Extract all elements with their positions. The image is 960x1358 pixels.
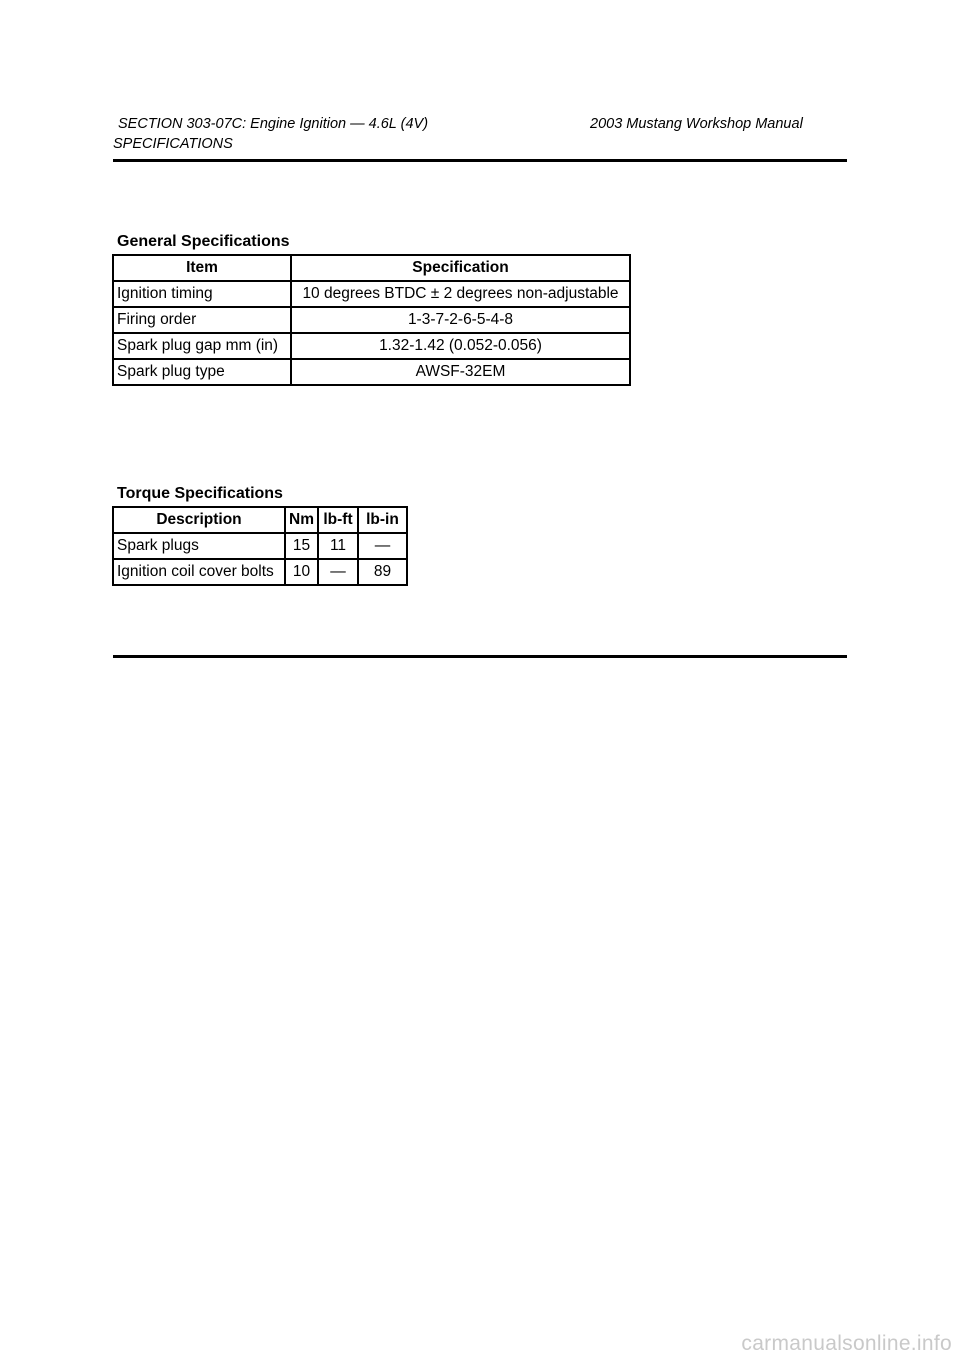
torque-nm: 15 — [285, 533, 318, 559]
table-row — [113, 533, 407, 559]
spec-value: 1-3-7-2-6-5-4-8 — [291, 307, 630, 333]
header-divider — [113, 159, 847, 162]
section-title: SECTION 303-07C: Engine Ignition — 4.6L (4V) — [118, 116, 429, 132]
torque-lb-in: — — [358, 533, 407, 559]
column-header-nm: Nm — [285, 507, 318, 533]
table-header-row — [113, 255, 630, 281]
general-specs-title: General Specifications — [117, 233, 290, 250]
table-row — [113, 559, 407, 585]
watermark: carmanualsonline.info — [741, 1332, 952, 1355]
column-header-lb-ft: lb-ft — [318, 507, 358, 533]
spec-item: Spark plug gap mm (in) — [113, 333, 291, 359]
column-header-specification: Specification — [291, 255, 630, 281]
torque-lb-in: 89 — [358, 559, 407, 585]
footer-divider — [113, 655, 847, 658]
spec-item: Ignition timing — [113, 281, 291, 307]
column-header-description: Description — [113, 507, 285, 533]
torque-description: Ignition coil cover bolts — [113, 559, 285, 585]
column-header-lb-in: lb-in — [358, 507, 407, 533]
torque-lb-ft: 11 — [318, 533, 358, 559]
column-header-item: Item — [113, 255, 291, 281]
manual-title: 2003 Mustang Workshop Manual — [590, 116, 803, 132]
torque-specs-title: Torque Specifications — [117, 485, 283, 502]
torque-lb-ft: — — [318, 559, 358, 585]
table-row — [113, 359, 630, 385]
spec-item: Spark plug type — [113, 359, 291, 385]
table-row — [113, 333, 630, 359]
table-row — [113, 307, 630, 333]
spec-value: 1.32-1.42 (0.052-0.056) — [291, 333, 630, 359]
spec-value: 10 degrees BTDC ± 2 degrees non-adjustable — [291, 281, 630, 307]
spec-value: AWSF-32EM — [291, 359, 630, 385]
spec-item: Firing order — [113, 307, 291, 333]
torque-nm: 10 — [285, 559, 318, 585]
table-row — [113, 281, 630, 307]
torque-specs-table — [112, 506, 408, 586]
table-header-row — [113, 507, 407, 533]
torque-description: Spark plugs — [113, 533, 285, 559]
general-specs-table — [112, 254, 631, 386]
subsection-title: SPECIFICATIONS — [113, 136, 233, 152]
